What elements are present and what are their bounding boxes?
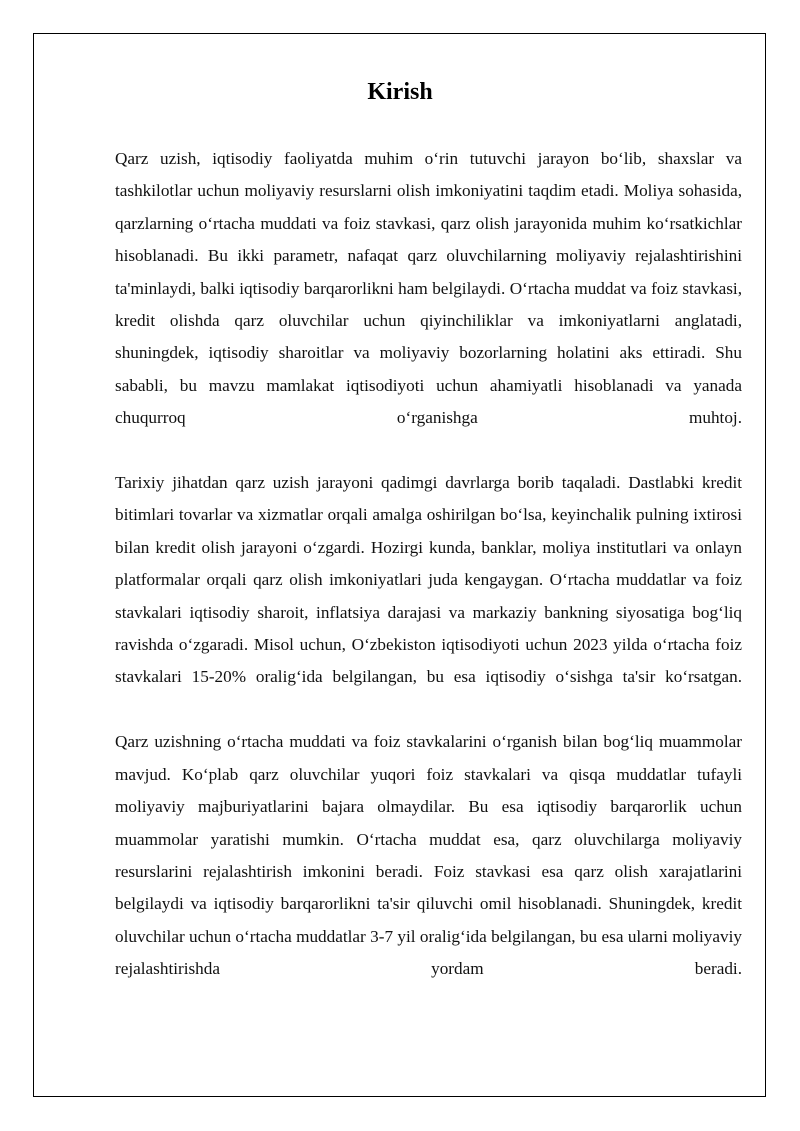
document-title: Kirish bbox=[367, 79, 433, 105]
paragraph-1: Qarz uzish, iqtisodiy faoliyatda muhim o‘rin tutuvchi jarayon bo‘lib, shaxslar va tashkilotlar uchun moliyaviy resurslarni olish imkoniyatini taqdim etadi. Moliya sohasida, qarzlarning o‘rtacha muddati va foiz stavkasi, qarz olish jarayonida muhim ko‘rsatkichlar hisoblanadi. Bu ikki parametr, nafaqat qarz oluvchilarning moliyaviy rejalashtirishini ta'minlaydi, balki iqtisodiy barqarorlikni ham belgilaydi. O‘rtacha muddat va foiz stavkasi, kredit olishda qarz oluvchilar uchun qiyinchiliklar va imkoniyatlarni anglatadi, shuningdek, iqtisodiy sharoitlar va moliyaviy bozorlarning holatini aks ettiradi. Shu sababli, bu mavzu mamlakat iqtisodiyoti uchun ahamiyatli hisoblanadi va yanada chuqurroq o‘rganishga muhtoj. bbox=[115, 149, 742, 428]
paragraph-3: Qarz uzishning o‘rtacha muddati va foiz stavkalarini o‘rganish bilan bog‘liq muammolar mavjud. Ko‘plab qarz oluvchilar yuqori foiz stavkalari va qisqa muddatlar tufayli moliyaviy majburiyatlarini bajara olmaydilar. Bu esa iqtisodiy barqarorlik uchun muammolar yaratishi mumkin. O‘rtacha muddat esa, qarz oluvchilarga moliyaviy resurslarini rejalashtirish imkonini beradi. Foiz stavkasi esa qarz olish xarajatlarini belgilaydi va iqtisodiy barqarorlikni ta'sir qiluvchi omil hisoblanadi. Shuningdek, kredit oluvchilar uchun o‘rtacha muddatlar 3-7 yil oralig‘ida belgilangan, bu esa ularni moliyaviy rejalashtirishda yordam beradi. bbox=[115, 732, 742, 979]
document-body bbox=[115, 143, 742, 1018]
paragraph-2: Tarixiy jihatdan qarz uzish jarayoni qadimgi davrlarga borib taqaladi. Dastlabki kredit bitimlari tovarlar va xizmatlar orqali amalga oshirilgan bo‘lsa, keyinchalik pulning ixtirosi bilan kredit olish jarayoni o‘zgardi. Hozirgi kunda, banklar, moliya institutlari va onlayn platformalar orqali qarz olish imkoniyatlari juda kengaygan. O‘rtacha muddatlar va foiz stavkalari iqtisodiy sharoit, inflatsiya darajasi va markaziy bankning siyosatiga bog‘liq ravishda o‘zgaradi. Misol uchun, O‘zbekiston iqtisodiyoti uchun 2023 yilda o‘rtacha foiz stavkalari 15-20% oralig‘ida belgilangan, bu esa iqtisodiy o‘sishga ta'sir ko‘rsatgan. bbox=[115, 473, 742, 687]
